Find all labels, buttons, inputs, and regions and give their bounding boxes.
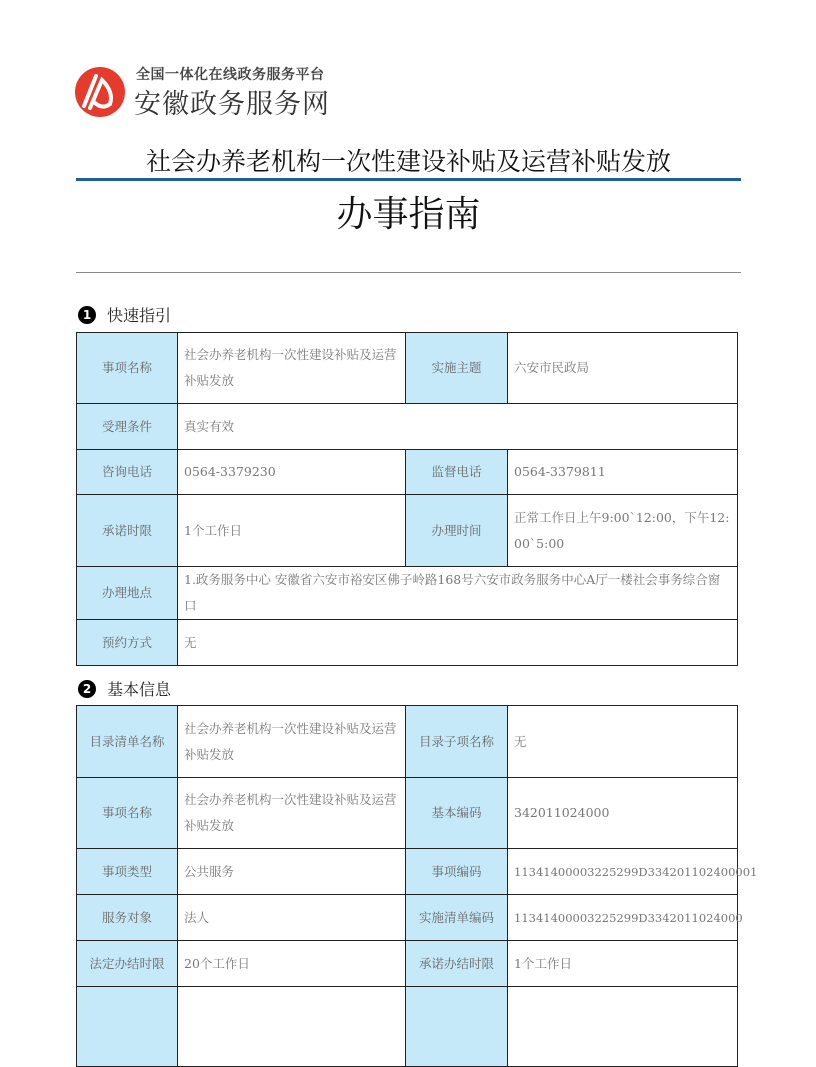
value — [508, 987, 738, 1067]
label: 实施主题 — [406, 333, 508, 404]
section-title: 基本信息 — [107, 680, 172, 699]
table-row — [77, 706, 738, 778]
value: 公共服务 — [178, 849, 406, 895]
logo-name: 安徽政务服务网 — [134, 89, 330, 120]
label: 办理地点 — [77, 567, 178, 620]
value: 社会办养老机构一次性建设补贴及运营补贴发放 — [178, 706, 406, 778]
value: 0564-3379811 — [508, 450, 738, 495]
logo-subtitle: 全国一体化在线政务服务平台 — [136, 67, 325, 83]
document-title: 社会办养老机构一次性建设补贴及运营补贴发放 — [145, 147, 671, 176]
table-row — [77, 620, 738, 666]
label: 咨询电话 — [77, 450, 178, 495]
section-number-icon: 1 — [78, 306, 96, 324]
basic-info-table — [76, 705, 758, 1067]
value: 0564-3379230 — [178, 450, 406, 495]
section-title: 快速指引 — [107, 306, 172, 325]
section-heading-basic-info — [78, 677, 171, 700]
header-divider — [76, 272, 741, 273]
label — [406, 987, 508, 1067]
value: 1.政务服务中心 安徽省六安市裕安区佛子岭路168号六安市政务服务中心A厅一楼社会事务综合窗口 — [178, 567, 738, 620]
value: 11341400003225299D3342011024000 — [508, 895, 738, 941]
table-row — [77, 333, 738, 404]
label: 承诺时限 — [77, 495, 178, 567]
label: 受理条件 — [77, 404, 178, 450]
value: 342011024000 — [508, 778, 738, 849]
label: 事项名称 — [77, 778, 178, 849]
table-row — [77, 567, 738, 620]
value: 1个工作日 — [508, 941, 738, 987]
value: 无 — [178, 620, 738, 666]
label: 事项类型 — [77, 849, 178, 895]
value: 11341400003225299D334201102400001 — [508, 849, 738, 895]
section-number-icon: 2 — [78, 680, 96, 698]
table-row — [77, 941, 738, 987]
value: 真实有效 — [178, 404, 738, 450]
value: 社会办养老机构一次性建设补贴及运营补贴发放 — [178, 333, 406, 404]
table-row — [77, 495, 738, 567]
table-row — [77, 404, 738, 450]
value: 20个工作日 — [178, 941, 406, 987]
label: 法定办结时限 — [77, 941, 178, 987]
table-row — [77, 778, 738, 849]
value: 法人 — [178, 895, 406, 941]
quick-guide-table — [76, 332, 738, 666]
value: 1个工作日 — [178, 495, 406, 567]
value — [178, 987, 406, 1067]
label: 事项名称 — [77, 333, 178, 404]
title-divider — [76, 178, 741, 181]
label: 基本编码 — [406, 778, 508, 849]
value: 六安市民政局 — [508, 333, 738, 404]
label: 服务对象 — [77, 895, 178, 941]
label — [77, 987, 178, 1067]
label: 承诺办结时限 — [406, 941, 508, 987]
label: 办理时间 — [406, 495, 508, 567]
label: 目录子项名称 — [406, 706, 508, 778]
logo-mark-icon — [74, 66, 126, 118]
label: 监督电话 — [406, 450, 508, 495]
label: 事项编码 — [406, 849, 508, 895]
table-row — [77, 450, 738, 495]
label: 预约方式 — [77, 620, 178, 666]
label: 实施清单编码 — [406, 895, 508, 941]
table-row — [77, 987, 738, 1067]
table-row — [77, 849, 738, 895]
logo — [74, 62, 344, 118]
label: 目录清单名称 — [77, 706, 178, 778]
document-subtitle: 办事指南 — [336, 194, 481, 235]
section-heading-quick-guide — [78, 303, 171, 326]
value: 社会办养老机构一次性建设补贴及运营补贴发放 — [178, 778, 406, 849]
value: 正常工作日上午9:00`12:00，下午12:00`5:00 — [508, 495, 738, 567]
value: 无 — [508, 706, 738, 778]
table-row — [77, 895, 738, 941]
